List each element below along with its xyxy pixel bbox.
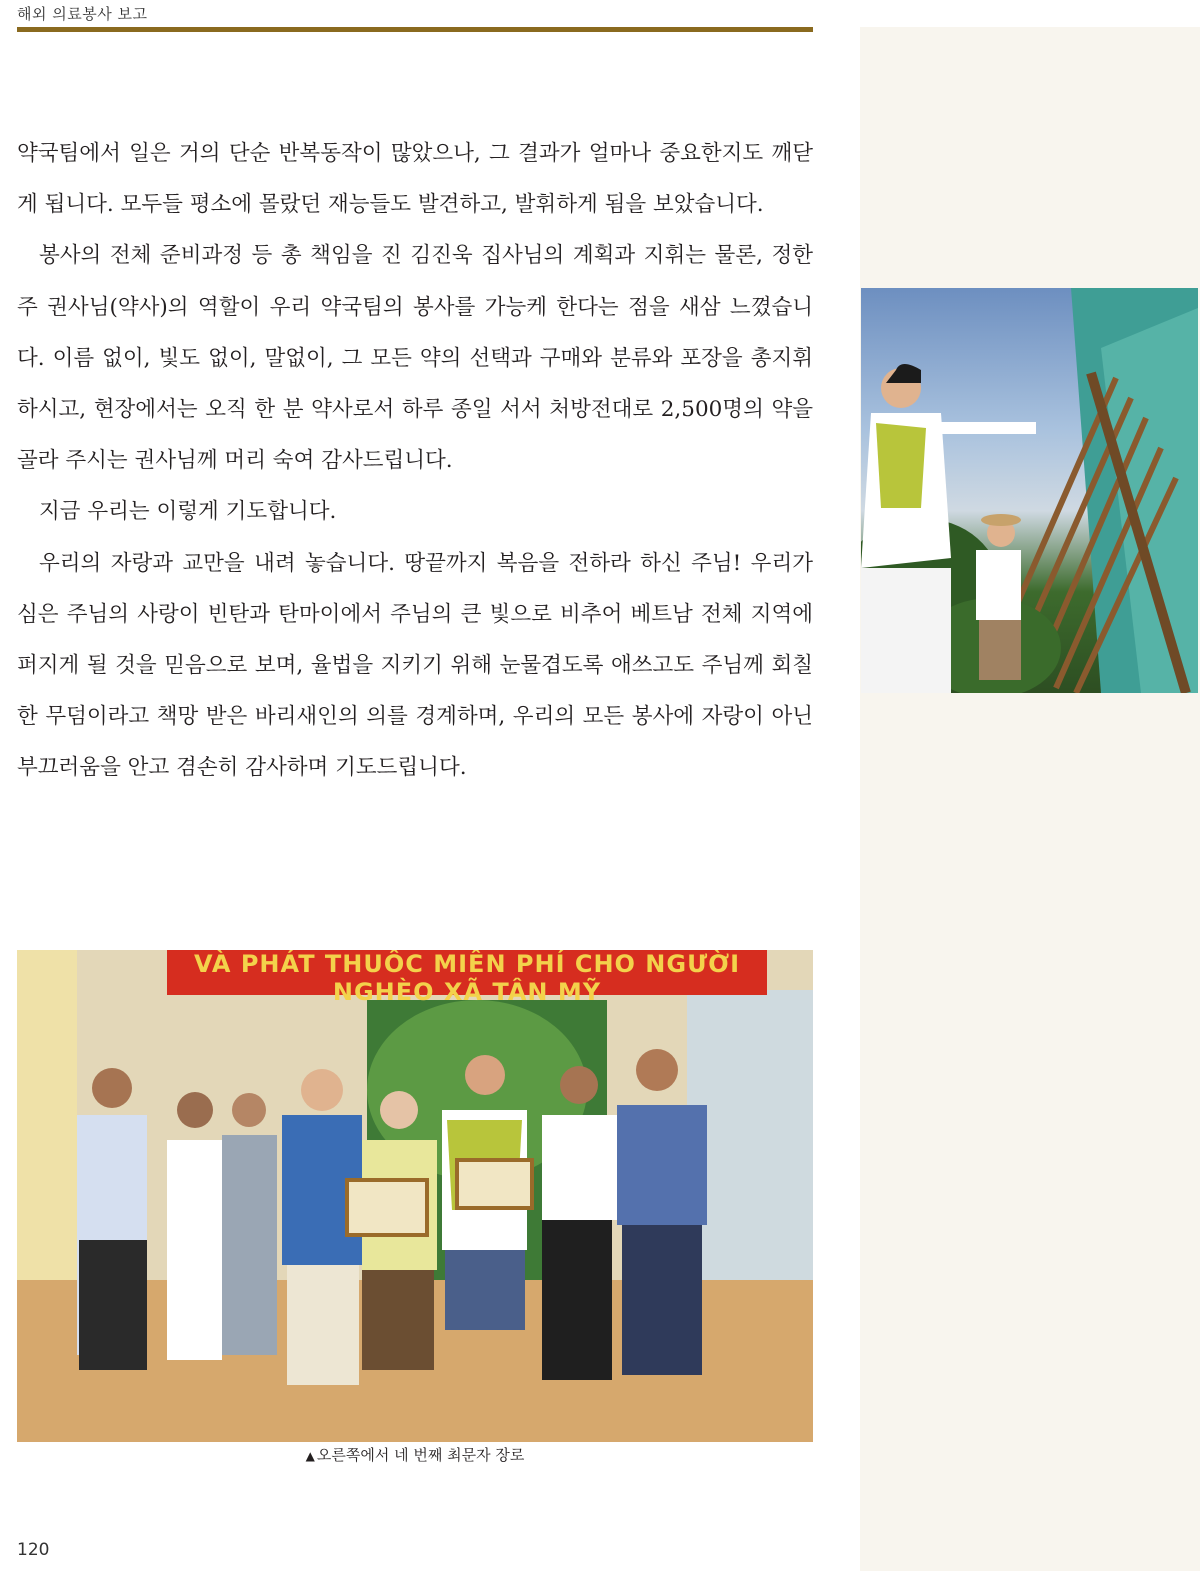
group-photo xyxy=(17,950,813,1442)
paragraph-3: 지금 우리는 이렇게 기도합니다. xyxy=(39,499,337,525)
caption-marker: ▲ xyxy=(305,1449,315,1463)
event-banner xyxy=(167,950,767,1006)
page-number: 120 xyxy=(17,1540,50,1560)
group-photo-illustration xyxy=(17,950,813,1442)
side-panel-top-gap xyxy=(860,0,1200,27)
paragraph-4: 우리의 자랑과 교만을 내려 놓습니다. 땅끝까지 복음을 전하라 하신 주님! 우리가 심은 주님의 사랑이 빈탄과 탄마이에서 주님의 큰 빛으로 비추어 베트남 전체 지역에 퍼지게 될 것을 믿음으로 보며, 율법을 지키기 위해 눈물겹도록 애쓰고도 주님께 회칠한 무덤이라고 책망 받은 바리새인의 의를 경계하며, 우리의 모든 봉사에 자랑이 아닌 부끄러움을 안고 겸손히 감사하며 기도드립니다. xyxy=(17,550,813,781)
section-label: 해외 의료봉사 보고 xyxy=(17,5,148,23)
painting-gate-illustration xyxy=(861,288,1198,693)
paragraph-2: 봉사의 전체 준비과정 등 총 책임을 진 김진욱 집사님의 계획과 지휘는 물론, 정한주 권사님(약사)의 역할이 우리 약국팀의 봉사를 가능케 한다는 점을 새삼 느꼈습니다. 이름 없이, 빛도 없이, 말없이, 그 모든 약의 선택과 구매와 분류와 포장을 총지휘하시고, 현장에서는 오직 한 분 약사로서 하루 종일 서서 처방전대로 2,500명의 약을 골라 주시는 권사님께 머리 숙여 감사드립니다. xyxy=(17,243,813,474)
body-text xyxy=(17,128,813,794)
caption-text: 오른쪽에서 네 번째 최문자 장로 xyxy=(316,1446,525,1464)
photo-caption xyxy=(17,1444,813,1465)
paragraph-1: 약국팀에서 일은 거의 단순 반복동작이 많았으나, 그 결과가 얼마나 중요한지도 깨닫게 됩니다. 모두들 평소에 몰랐던 재능들도 발견하고, 발휘하게 됨을 보았습니다. xyxy=(17,141,813,218)
side-panel xyxy=(860,0,1200,1571)
painting-gate-photo xyxy=(861,288,1198,693)
event-banner-text: VÀ PHÁT THUỐC MIỄN PHÍ CHO NGƯỜI NGHÈO XÃ TÂN MỸ xyxy=(193,950,741,1006)
header-rule xyxy=(17,27,813,32)
